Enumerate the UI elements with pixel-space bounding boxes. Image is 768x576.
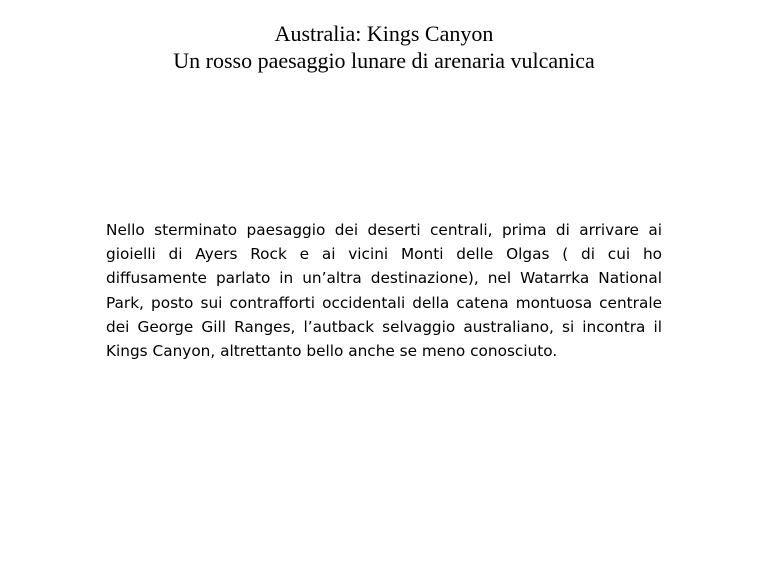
slide-header: [0, 20, 768, 74]
slide-title: Australia: Kings Canyon: [274, 21, 494, 46]
slide-subtitle: Un rosso paesaggio lunare di arenaria vulcanica: [173, 48, 595, 73]
body-paragraph: Nello sterminato paesaggio dei deserti centrali, prima di arrivare ai gioielli di Ayers Rock e ai vicini Monti delle Olgas ( di cui ho diffusamente parlato in un’altra destinazione), nel Watarrka National Park, posto sui contrafforti occidentali della catena montuosa centrale dei George Gill Ranges, l’autback selvaggio australiano, si incontra il Kings Canyon, altrettanto bello anche se meno conosciuto.: [106, 221, 662, 361]
